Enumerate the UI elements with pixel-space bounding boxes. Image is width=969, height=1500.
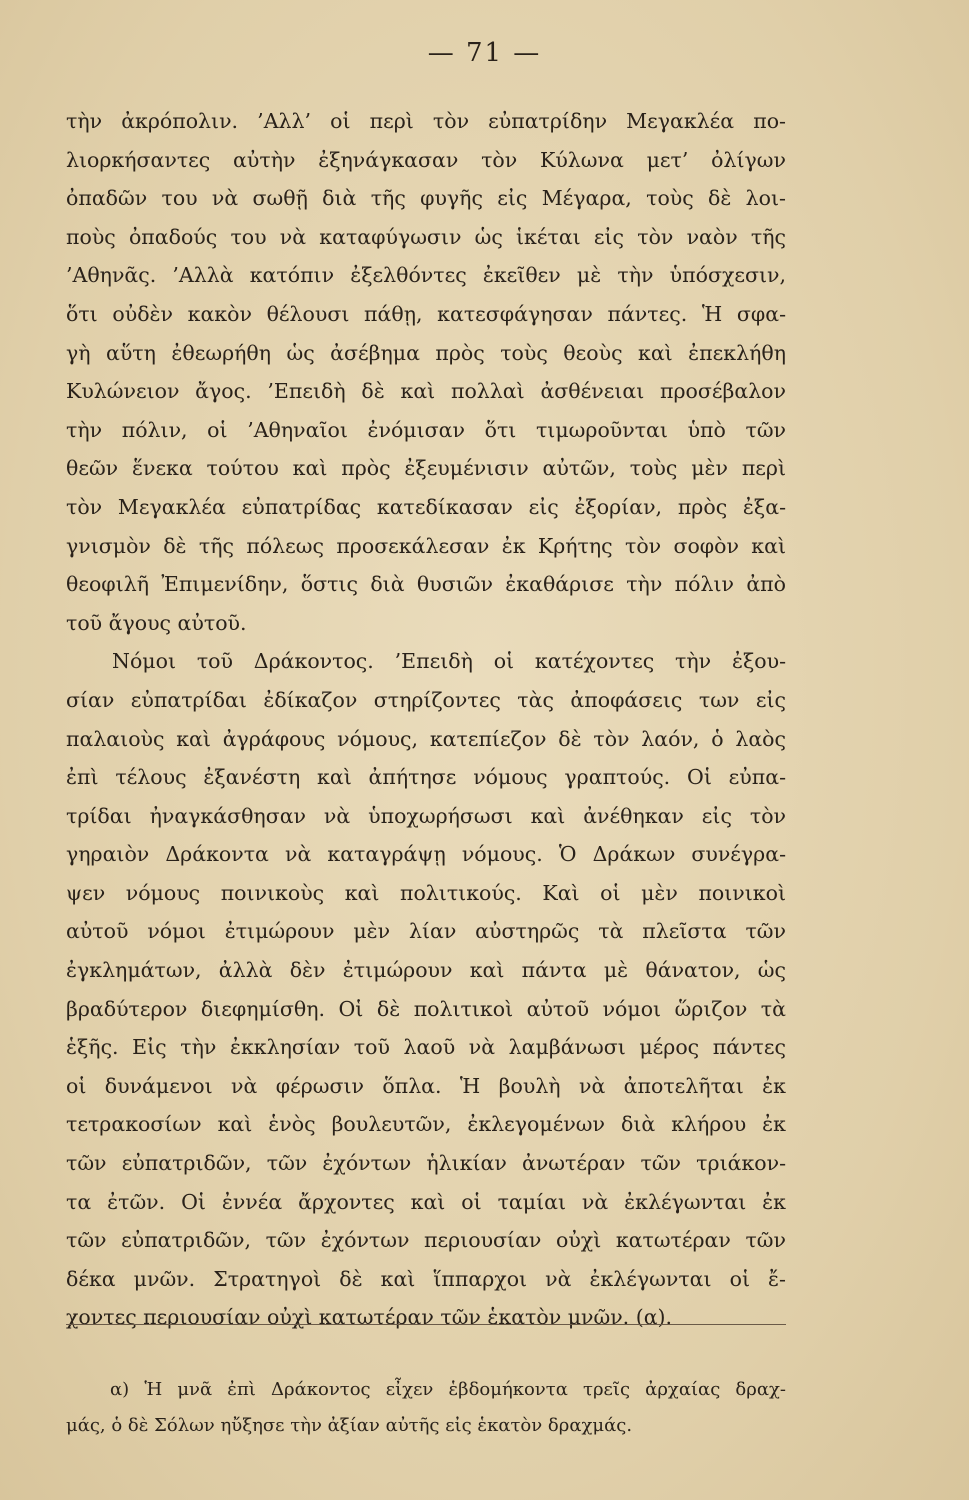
text-line: γὴ αὕτη ἐθεωρήθη ὡς ἀσέβημα πρὸς τοὺς θεοὺς καὶ ἐπεκλήθη xyxy=(66,340,786,365)
text-line: τα ἐτῶν. Οἱ ἐννέα ἄρχοντες καὶ οἱ ταμίαι νὰ ἐκλέγωνται ἐκ xyxy=(66,1189,786,1214)
text-line: τὴν ἀκρόπολιν. ’Αλλ’ οἱ περὶ τὸν εὐπατρίδην Μεγακλέα πο- xyxy=(66,109,786,133)
text-line: ψεν νόμους ποινικοὺς καὶ πολιτικούς. Καὶ οἱ μὲν ποινικοὶ xyxy=(66,880,786,905)
text-line: τὴν πόλιν, οἱ ’Αθηναῖοι ἐνόμισαν ὅτι τιμωροῦνται ὑπὸ τῶν xyxy=(66,417,786,442)
text-line: ἑξῆς. Εἰς τὴν ἐκκλησίαν τοῦ λαοῦ νὰ λαμβάνωσι μέρος πάντες xyxy=(66,1035,786,1060)
body-text xyxy=(66,102,786,1337)
footnote-line: α) Ἡ μνᾶ ἐπὶ Δράκοντος εἶχεν ἑβδομήκοντα τρεῖς ἀρχαίας δραχ- xyxy=(110,1379,786,1400)
text-line: δέκα μνῶν. Στρατηγοὶ δὲ καὶ ἵππαρχοι νὰ ἐκλέγωνται οἱ ἔ- xyxy=(66,1266,786,1291)
text-line: βραδύτερον διεφημίσθη. Οἱ δὲ πολιτικοὶ αὐτοῦ νόμοι ὥριζον τὰ xyxy=(66,996,786,1021)
text-line: τὸν Μεγακλέα εὐπατρίδας κατεδίκασαν εἰς ἐξορίαν, πρὸς ἐξα- xyxy=(66,494,786,519)
text-line: ὅτι οὐδὲν κακὸν θέλουσι πάθῃ, κατεσφάγησαν πάντες. Ἡ σφα- xyxy=(66,301,786,326)
footnote xyxy=(66,1372,786,1444)
text-line: ποὺς ὀπαδούς του νὰ καταφύγωσιν ὡς ἱκέται εἰς τὸν ναὸν τῆς xyxy=(66,224,786,249)
text-line: τῶν εὐπατριδῶν, τῶν ἐχόντων ἡλικίαν ἀνωτέραν τῶν τριάκον- xyxy=(66,1151,786,1176)
footnote-line: μάς, ὁ δὲ Σόλων ηὔξησε τὴν ἀξίαν αὐτῆς εἰς ἑκατὸν δραχμάς. xyxy=(66,1415,633,1436)
text-line: αὐτοῦ νόμοι ἐτιμώρουν μὲν λίαν αὐστηρῶς τὰ πλεῖστα τῶν xyxy=(66,919,786,944)
text-line: σίαν εὐπατρίδαι ἐδίκαζον στηρίζοντες τὰς ἀποφάσεις των εἰς xyxy=(66,687,786,712)
section-heading-line: Νόμοι τοῦ Δράκοντος. ’Επειδὴ οἱ κατέχοντες τὴν ἐξου- xyxy=(112,649,786,674)
text-line: γνισμὸν δὲ τῆς πόλεως προσεκάλεσαν ἐκ Κρήτης τὸν σοφὸν καὶ xyxy=(66,533,786,558)
text-line: Κυλώνειον ἄγος. ’Επειδὴ δὲ καὶ πολλαὶ ἀσθένειαι προσέβαλον xyxy=(66,379,786,404)
text-line: τρίδαι ἠναγκάσθησαν νὰ ὑποχωρήσωσι καὶ ἀνέθηκαν εἰς τὸν xyxy=(66,803,786,828)
text-line: ἐπὶ τέλους ἐξανέστη καὶ ἀπήτησε νόμους γραπτούς. Οἱ εὐπα- xyxy=(66,765,786,790)
text-line: λιορκήσαντες αὐτὴν ἐξηνάγκασαν τὸν Κύλωνα μετ’ ὀλίγων xyxy=(66,147,786,172)
text-line: οἱ δυνάμενοι νὰ φέρωσιν ὅπλα. Ἡ βουλὴ νὰ ἀποτελῆται ἐκ xyxy=(66,1073,786,1098)
text-line: ὀπαδῶν του νὰ σωθῇ διὰ τῆς φυγῆς εἰς Μέγαρα, τοὺς δὲ λοι- xyxy=(66,186,786,211)
text-line: ἐγκλημάτων, ἀλλὰ δὲν ἐτιμώρουν καὶ πάντα μὲ θάνατον, ὡς xyxy=(66,958,786,983)
text-line: χοντες περιουσίαν οὐχὶ κατωτέραν τῶν ἑκατὸν μνῶν. (α). xyxy=(66,1305,673,1330)
text-line: τοῦ ἄγους αὐτοῦ. xyxy=(66,610,247,635)
text-line: ’Αθηνᾶς. ’Αλλὰ κατόπιν ἐξελθόντες ἐκεῖθεν μὲ τὴν ὑπόσχεσιν, xyxy=(66,263,786,288)
footnote-divider xyxy=(66,1324,786,1325)
text-line: γηραιὸν Δράκοντα νὰ καταγράψῃ νόμους. Ὁ Δράκων συνέγρα- xyxy=(66,842,786,867)
text-line: παλαιοὺς καὶ ἀγράφους νόμους, κατεπίεζον δὲ τὸν λαόν, ὁ λαὸς xyxy=(66,726,786,751)
page-number: — 71 — xyxy=(427,38,542,68)
text-line: θεῶν ἕνεκα τούτου καὶ πρὸς ἐξευμένισιν αὐτῶν, τοὺς μὲν περὶ xyxy=(66,456,786,481)
text-line: τῶν εὐπατριδῶν, τῶν ἐχόντων περιουσίαν οὐχὶ κατωτέραν τῶν xyxy=(66,1228,786,1253)
text-line: θεοφιλῆ Ἐπιμενίδην, ὅστις διὰ θυσιῶν ἐκαθάρισε τὴν πόλιν ἀπὸ xyxy=(66,572,786,597)
text-line: τετρακοσίων καὶ ἑνὸς βουλευτῶν, ἐκλεγομένων διὰ κλήρου ἐκ xyxy=(66,1112,786,1137)
